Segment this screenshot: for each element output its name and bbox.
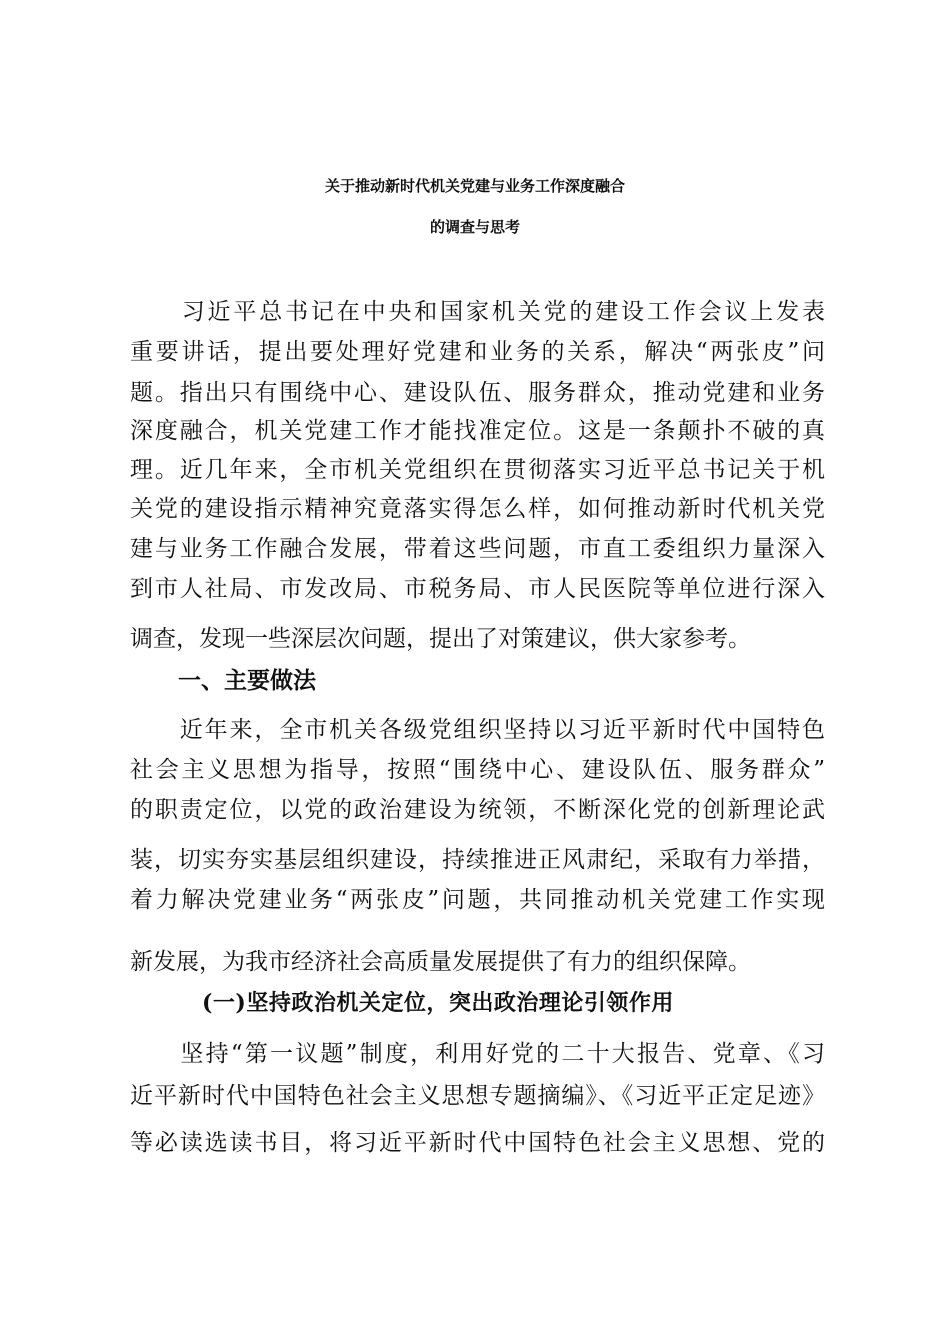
section-paragraph-line: 的职责定位，以党的政治建设为统领，不断深化党的创新理论武 xyxy=(130,797,825,823)
intro-paragraph-line: 题。指出只有围绕中心、建设队伍、服务群众，推动党建和业务 xyxy=(130,380,825,406)
intro-paragraph-line: 到市人社局、市发改局、市税务局、市人民医院等单位进行深入 xyxy=(130,576,825,602)
subsection-paragraph-line: 坚持“第一议题”制度，利用好党的二十大报告、党章、《习 xyxy=(130,1041,825,1067)
intro-paragraph-line: 理。近几年来，全市机关党组织在贯彻落实习近平总书记关于机 xyxy=(130,457,825,483)
intro-paragraph-line: 关党的建设指示精神究竟落实得怎么样，如何推动新时代机关党 xyxy=(130,496,825,522)
subsection-paragraph-line: 等必读选读书目，将习近平新时代中国特色社会主义思想、党的 xyxy=(130,1130,825,1156)
document-title-line-2: 的调查与思考 xyxy=(429,218,520,236)
section-paragraph-line: 新发展，为我市经济社会高质量发展提供了有力的组织保障。 xyxy=(130,949,751,975)
document-title-line-1: 关于推动新时代机关党建与业务工作深度融合 xyxy=(324,177,625,195)
section-heading: 一、主要做法 xyxy=(178,668,316,694)
subsection-heading: (一)坚持政治机关定位，突出政治理论引领作用 xyxy=(202,990,674,1016)
intro-paragraph-line: 调查，发现一些深层次问题，提出了对策建议，供大家参考。 xyxy=(130,626,751,652)
section-paragraph-line: 社会主义思想为指导，按照“围绕中心、建设队伍、服务群众” xyxy=(130,757,825,783)
section-paragraph-line: 着力解决党建业务“两张皮”问题，共同推动机关党建工作实现 xyxy=(130,887,825,913)
intro-paragraph-line: 习近平总书记在中央和国家机关党的建设工作会议上发表 xyxy=(130,299,825,325)
section-paragraph-line: 装，切实夯实基层组织建设，持续推进正风肃纪，采取有力举措， xyxy=(130,847,825,873)
section-paragraph-line: 近年来，全市机关各级党组织坚持以习近平新时代中国特色 xyxy=(130,717,825,743)
intro-paragraph-line: 深度融合，机关党建工作才能找准定位。这是一条颠扑不破的真 xyxy=(130,418,825,444)
intro-paragraph-line: 建与业务工作融合发展，带着这些问题，市直工委组织力量深入 xyxy=(130,536,825,562)
intro-paragraph-line: 重要讲话，提出要处理好党建和业务的关系，解决“两张皮”问 xyxy=(130,339,825,365)
subsection-paragraph-line: 近平新时代中国特色社会主义思想专题摘编》、《习近平正定足迹》 xyxy=(130,1083,825,1109)
